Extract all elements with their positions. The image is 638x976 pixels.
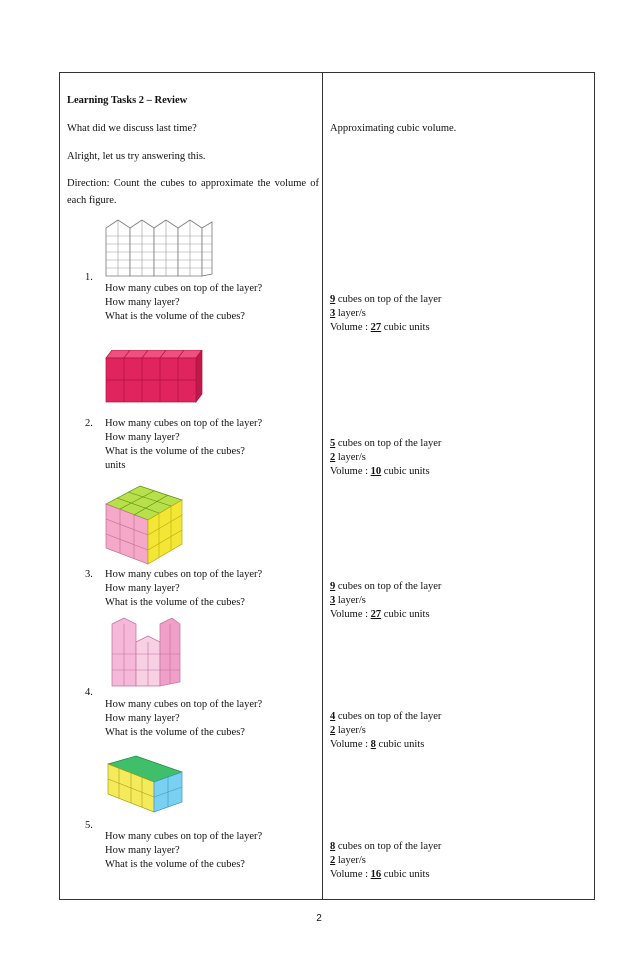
q4-volume: What is the volume of the cubes? xyxy=(105,727,245,738)
q3-how-many-layers: How many layer? xyxy=(105,583,180,594)
answer-4-volume: Volume : 8 cubic units xyxy=(330,739,425,750)
q1-volume: What is the volume of the cubes? xyxy=(105,311,245,322)
page-number: 2 xyxy=(316,913,322,924)
answer-4-layers: 2 layer/s xyxy=(330,725,366,736)
answer-4-top: 4 cubes on top of the layer xyxy=(330,711,442,722)
figure-3-cubes xyxy=(104,484,186,566)
question-last-time: What did we discuss last time? xyxy=(67,123,197,134)
answer-1-layers: 3 layer/s xyxy=(330,308,366,319)
item-number-3: 3. xyxy=(85,569,93,580)
answer-1-top: 9 cubes on top of the layer xyxy=(330,294,442,305)
answer-2-top: 5 cubes on top of the layer xyxy=(330,438,442,449)
answer-5-top: 8 cubes on top of the layer xyxy=(330,841,442,852)
answer-2-layers: 2 layer/s xyxy=(330,452,366,463)
q2-volume: What is the volume of the cubes? xyxy=(105,446,245,457)
item-number-4: 4. xyxy=(85,687,93,698)
figure-2-cubes xyxy=(104,350,204,404)
q1-cubes-on-top: How many cubes on top of the layer? xyxy=(105,283,263,294)
intro-text: Alright, let us try answering this. xyxy=(67,151,206,162)
answer-last-time: Approximating cubic volume. xyxy=(330,123,457,134)
table-divider xyxy=(322,72,323,900)
item-number-2: 2. xyxy=(85,418,93,429)
answer-5-layers: 2 layer/s xyxy=(330,855,366,866)
q2-how-many-layers: How many layer? xyxy=(105,432,180,443)
answer-5-volume: Volume : 16 cubic units xyxy=(330,869,430,880)
q1-how-many-layers: How many layer? xyxy=(105,297,180,308)
item-number-1: 1. xyxy=(85,272,93,283)
direction-text: Direction: Count the cubes to approximate the volume of each figure. xyxy=(67,178,319,206)
answer-3-layers: 3 layer/s xyxy=(330,595,366,606)
q2-units: units xyxy=(105,460,126,471)
q2-cubes-on-top: How many cubes on top of the layer? xyxy=(105,418,263,429)
q4-how-many-layers: How many layer? xyxy=(105,713,180,724)
section-heading: Learning Tasks 2 – Review xyxy=(67,95,188,106)
q5-how-many-layers: How many layer? xyxy=(105,845,180,856)
q3-volume: What is the volume of the cubes? xyxy=(105,597,245,608)
item-number-5: 5. xyxy=(85,820,93,831)
q4-cubes-on-top: How many cubes on top of the layer? xyxy=(105,699,263,710)
q3-cubes-on-top: How many cubes on top of the layer? xyxy=(105,569,263,580)
figure-5-cubes xyxy=(104,754,184,816)
answer-1-volume: Volume : 27 cubic units xyxy=(330,322,430,333)
answer-3-top: 9 cubes on top of the layer xyxy=(330,581,442,592)
figure-1-cubes xyxy=(104,214,214,278)
answer-3-volume: Volume : 27 cubic units xyxy=(330,609,430,620)
figure-4-cubes xyxy=(104,616,184,688)
q5-cubes-on-top: How many cubes on top of the layer? xyxy=(105,831,263,842)
answer-2-volume: Volume : 10 cubic units xyxy=(330,466,430,477)
q5-volume: What is the volume of the cubes? xyxy=(105,859,245,870)
